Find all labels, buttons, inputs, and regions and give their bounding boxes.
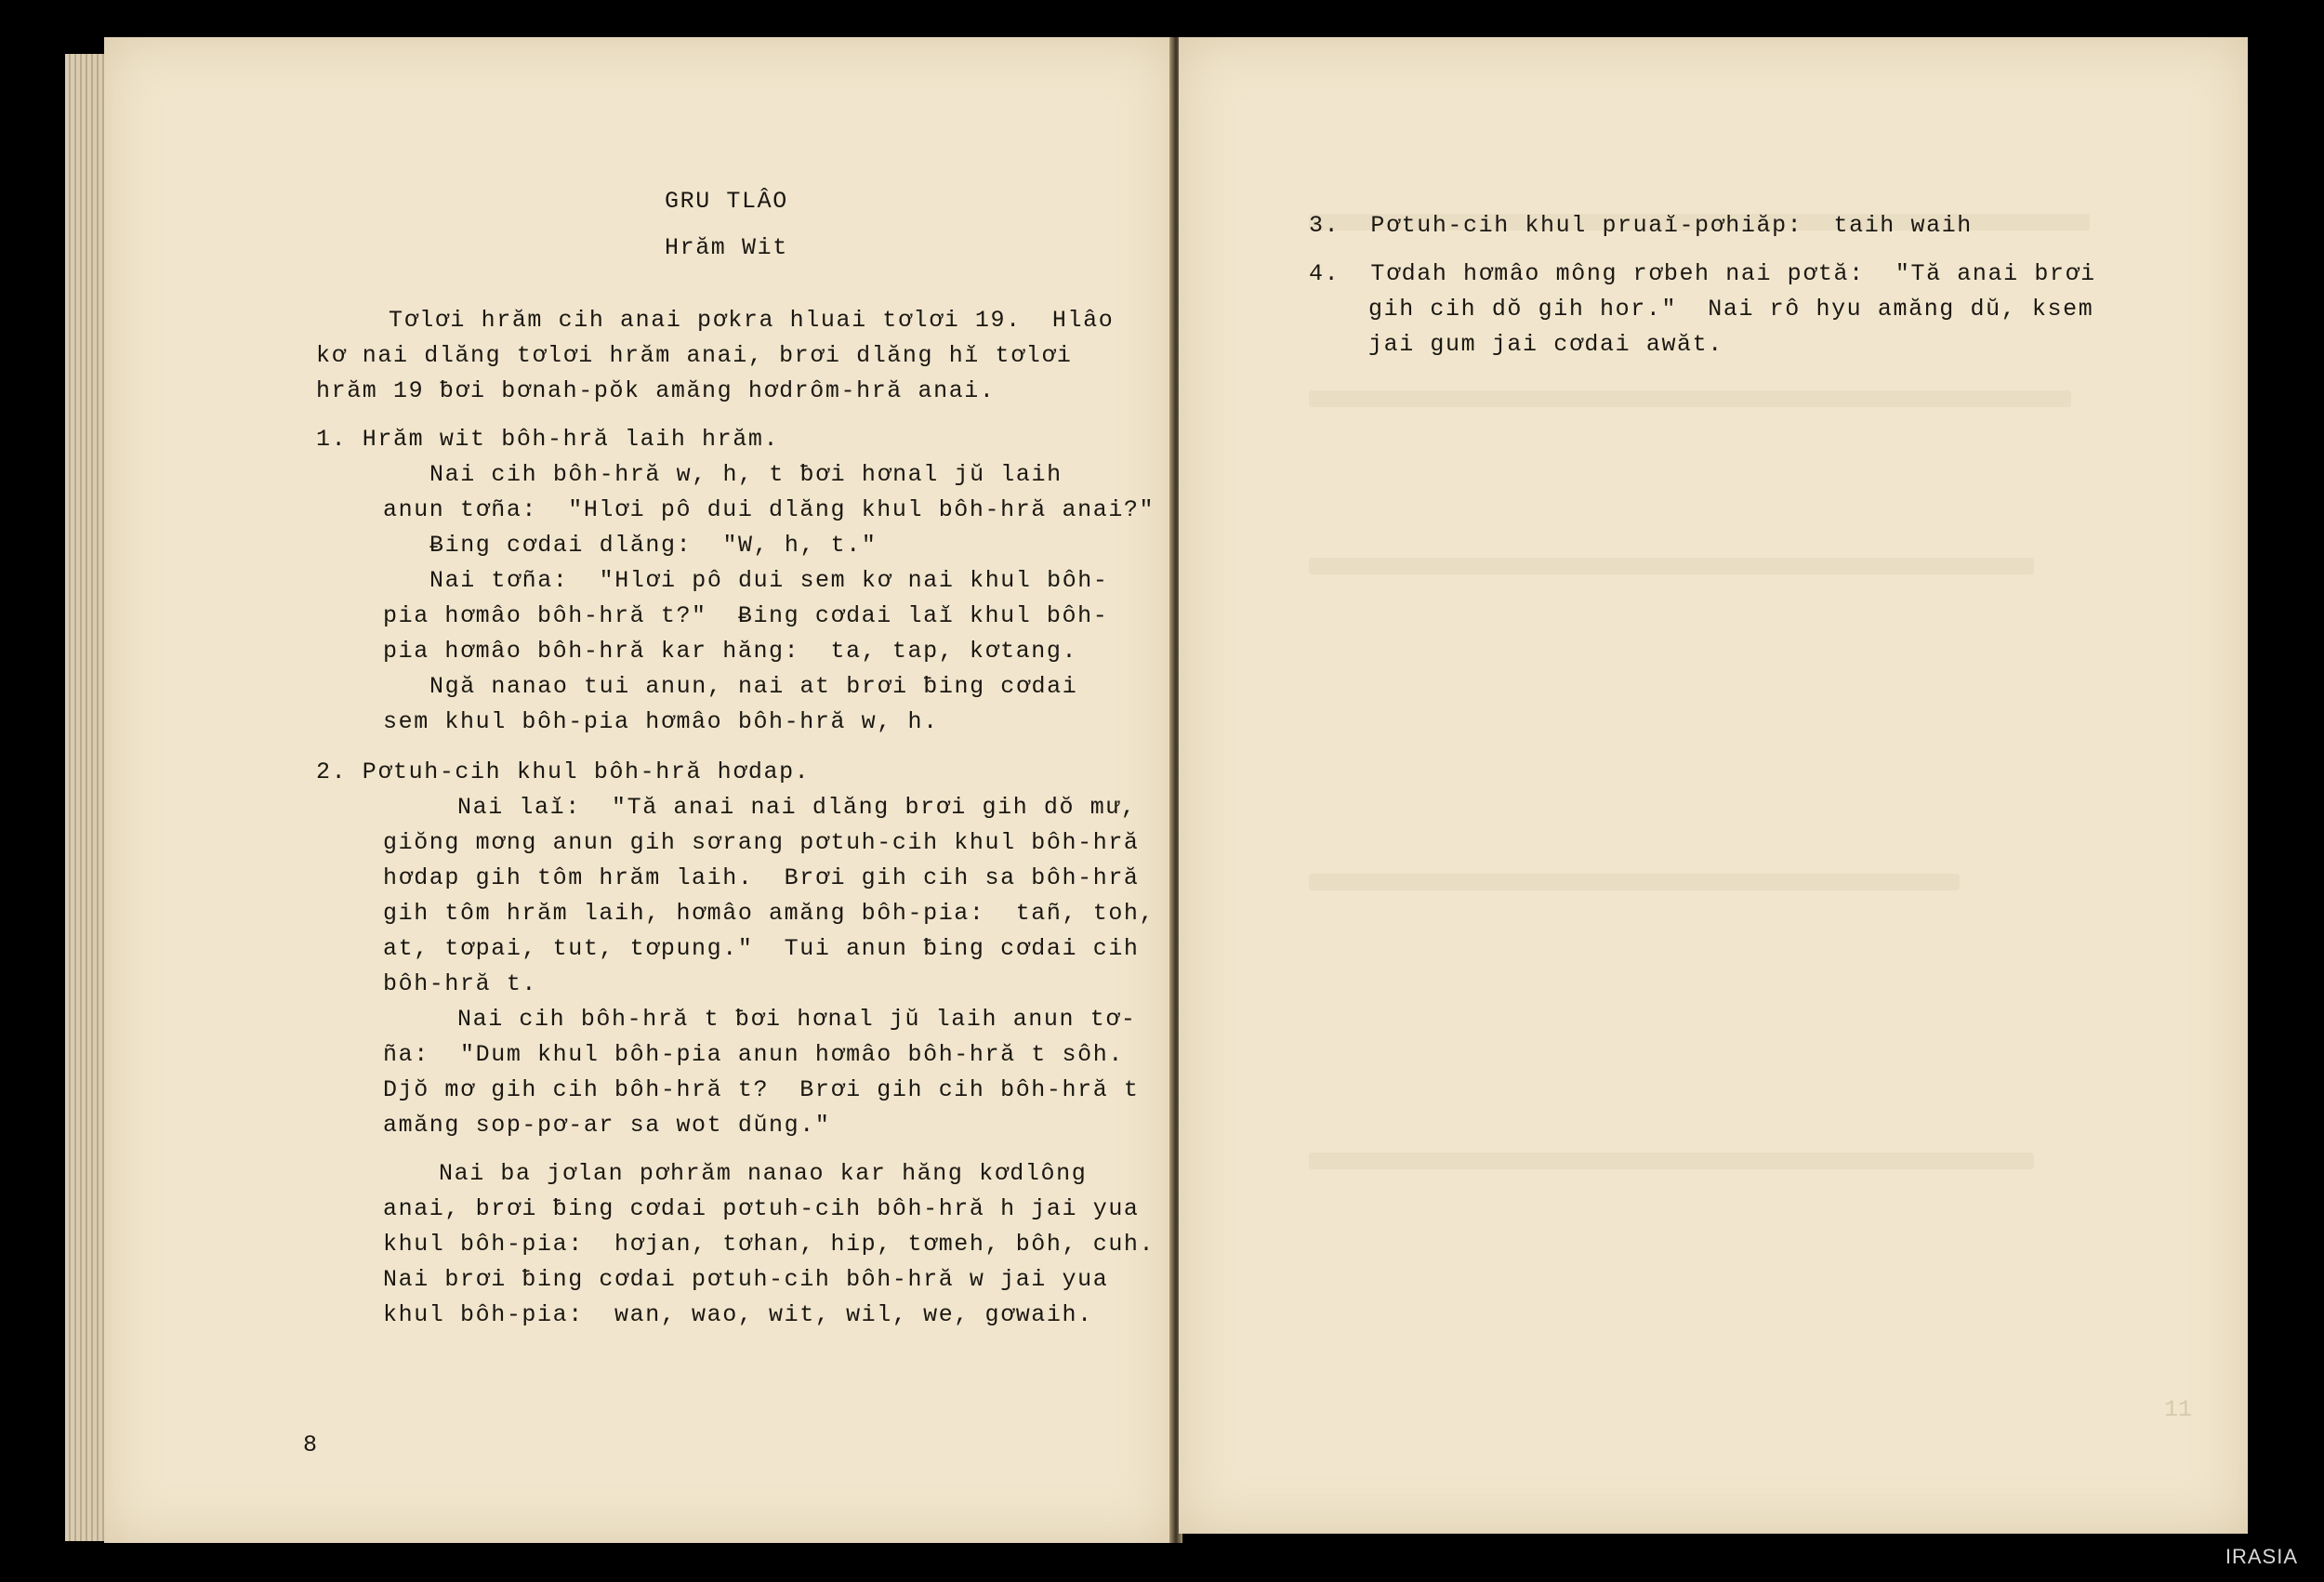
watermark: IRASIA bbox=[2225, 1545, 2298, 1568]
page-subtitle: Hrăm Wit bbox=[665, 234, 788, 261]
text-line: jai gum jai cơdai awăt. bbox=[1368, 331, 1723, 358]
text-line: anun tơña: "Hlơi pô dui dlăng khul bôh-hră anai?" bbox=[383, 496, 1155, 523]
bleed-through-text bbox=[1309, 558, 2034, 574]
text-line: gih tôm hrăm laih, hơmâo amăng bôh-pia: tañ, toh, bbox=[383, 900, 1155, 927]
text-line: Nai laĭ: "Tă anai nai dlăng brơi gih dŏ mư, bbox=[457, 794, 1137, 821]
text-line: at, tơpai, tut, tơpung." Tui anun ƀing cơdai cih bbox=[383, 935, 1140, 962]
text-line: Nai ba jơlan pơhrăm nanao kar hăng kơdlông bbox=[439, 1160, 1088, 1187]
text-line: hrăm 19 ƀơi bơnah-pŏk amăng hơdrôm-hră anai. bbox=[316, 377, 996, 404]
text-line: hơdap gih tôm hrăm laih. Brơi gih cih sa bôh-hră bbox=[383, 864, 1140, 891]
section-heading: 2. Pơtuh-cih khul bôh-hră hơdap. bbox=[316, 758, 811, 785]
text-line: Nai cih bôh-hră w, h, t ƀơi hơnal jŭ laih bbox=[429, 461, 1063, 488]
text-line: Tơlơi hrăm cih anai pơkra hluai tơlơi 19. Hlâo bbox=[389, 307, 1115, 334]
text-line: bôh-hră t. bbox=[383, 970, 538, 997]
page-number: 11 bbox=[2164, 1396, 2193, 1423]
bleed-through-text bbox=[1309, 874, 1960, 890]
text-line: Nai tơña: "Hlơi pô dui sem kơ nai khul bôh- bbox=[429, 567, 1109, 594]
bleed-through-text bbox=[1309, 1153, 2034, 1169]
text-line: Nai brơi ƀing cơdai pơtuh-cih bôh-hră w jai yua bbox=[383, 1266, 1109, 1293]
page-title: GRU TLÂO bbox=[665, 188, 788, 215]
page-stack-edge bbox=[65, 54, 108, 1541]
text-line: khul bôh-pia: hơjan, tơhan, hip, tơmeh, bôh, cuh. bbox=[383, 1231, 1155, 1258]
page-number: 8 bbox=[303, 1431, 318, 1458]
right-page bbox=[1179, 37, 2248, 1534]
text-line: gih cih dŏ gih hor." Nai rô hyu amăng dŭ, ksem bbox=[1368, 296, 2094, 323]
text-line: pia hơmâo bôh-hră t?" Ƀing cơdai laĭ khul bôh- bbox=[383, 602, 1109, 629]
text-line: pia hơmâo bôh-hră kar hăng: ta, tap, kơtang. bbox=[383, 638, 1078, 665]
bleed-through-text bbox=[1309, 390, 2071, 407]
list-item-4: 4. Tơdah hơmâo mông rơbeh nai pơtă: "Tă anai brơi bbox=[1309, 260, 2096, 287]
left-page bbox=[104, 37, 1173, 1543]
text-line: Djŏ mơ gih cih bôh-hră t? Brơi gih cih bôh-hră t bbox=[383, 1076, 1140, 1103]
text-line: Ngă nanao tui anun, nai at brơi ƀing cơdai bbox=[429, 673, 1078, 700]
text-line: ña: "Dum khul bôh-pia anun hơmâo bôh-hră t sôh. bbox=[383, 1041, 1124, 1068]
text-line: khul bôh-pia: wan, wao, wit, wil, we, gơwaih. bbox=[383, 1301, 1093, 1328]
section-heading: 1. Hrăm wit bôh-hră laih hrăm. bbox=[316, 426, 780, 453]
text-line: Nai cih bôh-hră t ƀơi hơnal jŭ laih anun tơ- bbox=[457, 1006, 1137, 1033]
text-line: giŏng mơng anun gih sơrang pơtuh-cih khul bôh-hră bbox=[383, 829, 1140, 856]
text-line: Ƀing cơdai dlăng: "W, h, t." bbox=[429, 532, 878, 559]
list-item-3: 3. Pơtuh-cih khul pruaĭ-pơhiăp: taih waih bbox=[1309, 212, 1973, 239]
text-line: amăng sop-pơ-ar sa wot dŭng." bbox=[383, 1112, 831, 1139]
text-line: sem khul bôh-pia hơmâo bôh-hră w, h. bbox=[383, 708, 939, 735]
text-line: anai, brơi ƀing cơdai pơtuh-cih bôh-hră h jai yua bbox=[383, 1195, 1140, 1222]
text-line: kơ nai dlăng tơlơi hrăm anai, brơi dlăng hĭ tơlơi bbox=[316, 342, 1073, 369]
